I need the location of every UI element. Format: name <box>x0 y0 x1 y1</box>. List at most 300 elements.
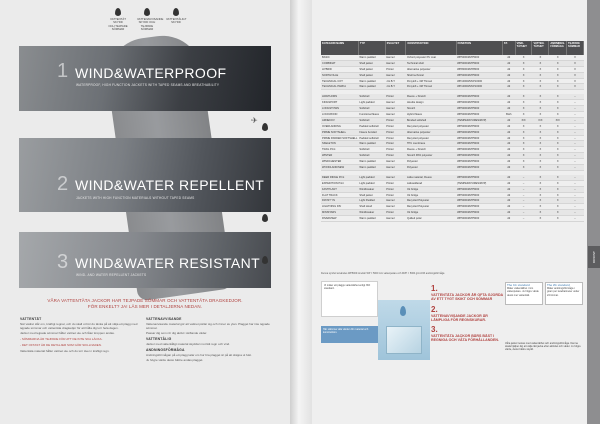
table-cell: X <box>549 66 567 72</box>
table-cell: X <box>549 129 567 135</box>
table-cell: Warm padded <box>358 84 385 90</box>
table-cell: 2d <box>502 84 515 90</box>
table-cell: X <box>549 78 567 84</box>
section-tab: JACKOR <box>588 246 600 268</box>
table-cell: WP5000/MVP5000 <box>456 135 502 141</box>
table-cell: WP5000/MVP5000 <box>456 198 502 204</box>
table-cell: (TEMPERATURES/MVP) <box>456 180 502 186</box>
table-cell: – <box>515 204 532 210</box>
left-page <box>0 0 290 424</box>
table-cell: Ok bridge <box>406 186 456 192</box>
table-cell: X <box>515 141 532 147</box>
column-heading: VATTENTÅLIG <box>146 337 172 342</box>
table-cell: Printer <box>385 66 406 72</box>
table-cell: WP8000/MVP8000 <box>456 66 502 72</box>
table-cell: Hannel <box>385 100 406 106</box>
band-number: 1 <box>57 60 69 82</box>
column-header: TYP <box>358 41 385 55</box>
table-cell: X <box>549 141 567 147</box>
table-cell: 2d <box>502 159 515 165</box>
table-cell: X <box>515 159 532 165</box>
table-cell: RIVERVIEW <box>321 216 358 222</box>
table-cell: X <box>515 84 532 90</box>
table-cell: 2d <box>502 117 515 123</box>
table-cell: – <box>567 204 584 210</box>
table-cell: Shell jacket <box>358 72 385 78</box>
table-cell: X <box>515 72 532 78</box>
table-cell: WP5000/MVP5000 <box>456 216 502 222</box>
band-subtitle: JACKETS WITH HIGH FUNCTION MATERIALS WITHOUT TAPED SEAMS <box>76 196 195 200</box>
table-cell: Hannel <box>385 198 406 204</box>
table-cell: Warm padded <box>358 165 385 171</box>
table-cell: Ponyloft + 3M Thinsul <box>406 84 456 90</box>
table-cell: X <box>532 94 549 99</box>
legend-item-2: VATTENAVVISANDE SKYDD OCH TEJPADE SÖMMAR <box>137 8 157 32</box>
fabric-block-graphic <box>386 326 422 354</box>
table-cell: Hannel <box>385 159 406 165</box>
table-cell: 2d <box>502 198 515 204</box>
table-cell: WP10000/MVP10000 <box>456 84 502 90</box>
table-cell: X <box>515 112 532 118</box>
table-cell: Printer <box>385 141 406 147</box>
table-cell: Stretch <box>406 106 456 112</box>
table-cell: X <box>549 153 567 159</box>
table-cell: Printer <box>385 94 406 99</box>
step-item: 1. VATTENTÄTA JACKOR ÄR OFTA GJORDA AV ETT TYGT SKIKT OCH SÖMMAR <box>431 284 504 302</box>
table-cell: X/X <box>549 117 567 123</box>
table-cell: WP5000/MVP5000 <box>456 72 502 78</box>
band-number: 2 <box>57 173 69 195</box>
table-cell: X <box>549 198 567 204</box>
table-cell: X <box>549 192 567 198</box>
table-cell: WP5000/MVP5000 <box>456 94 502 99</box>
column-header: FUNKTION <box>456 41 502 55</box>
body-text: Jackor med vattentåligt material skyddar mot lätt regn och vind. <box>146 341 231 346</box>
table-cell: – <box>567 210 584 216</box>
table-cell: X <box>532 147 549 153</box>
table-header-row <box>321 41 584 55</box>
water-drop-icon <box>400 306 406 316</box>
table-cell: Light padded <box>358 100 385 106</box>
table-cell: FLAT TRACK <box>321 192 358 198</box>
table-cell: – <box>567 141 584 147</box>
table-cell: X <box>515 100 532 106</box>
table-cell: Printer <box>385 210 406 216</box>
table-cell: X <box>532 84 549 90</box>
table-cell: X <box>532 165 549 171</box>
table-cell: TRAIL Print <box>321 147 358 153</box>
table-cell: COMBINAT <box>321 60 358 66</box>
table-cell: X <box>549 135 567 141</box>
table-cell: Hoodie design <box>406 100 456 106</box>
table-cell: 2d <box>502 180 515 186</box>
water-drop-icon <box>262 214 269 223</box>
table-cell: X <box>532 129 549 135</box>
table-cell: Shell Hood <box>358 204 385 210</box>
category-band-water-resistant <box>19 232 271 288</box>
standards-description: Våra jackor testas med vattentäthet och andningsförmåga. Denna skala hjälper dig att välja rätt jacka efter aktivitet och väder. Ju högre värde, desto bättre skydd. <box>505 342 581 352</box>
table-cell: X <box>549 112 567 118</box>
table-cell: Softshell <box>358 147 385 153</box>
table-cell: WP5000/MVP5000 <box>456 129 502 135</box>
table-cell: X <box>515 135 532 141</box>
table-cell: X <box>515 165 532 171</box>
table-cell: Shell jacket <box>358 66 385 72</box>
table-cell: Shell jacket <box>358 192 385 198</box>
highlight-text: - DET OFTAST ÄR DE DETALJER SOM GÖR SKILLNADEN. <box>20 342 102 347</box>
table-cell: X <box>549 84 567 90</box>
table-cell: X <box>549 165 567 171</box>
table-cell: (TEMPERATURES/MVP) <box>456 117 502 123</box>
table-cell: 2d <box>502 165 515 171</box>
table-cell: – <box>567 180 584 186</box>
table-cell: Functional fleece <box>358 112 385 118</box>
table-cell: Hannel <box>385 175 406 180</box>
table-cell: WP10000/MVP10000 <box>456 78 502 84</box>
table-cell: X/X <box>515 117 532 123</box>
table-cell: Ponyloft + 3M Thinsul <box>406 78 456 84</box>
table-cell: Alternative polyester <box>406 66 456 72</box>
legend-item-3: VATTENTÅLIGT SKYDD <box>166 8 186 32</box>
table-cell: 2d <box>502 210 515 216</box>
column-header: VIND-TÄTHET <box>515 41 532 55</box>
column-heading: VATTENAVVISANDE <box>146 317 182 321</box>
table-cell: Warm padded <box>358 55 385 60</box>
band-title: WIND&WATERPROOF <box>75 65 227 81</box>
table-cell: WINTER <box>321 153 358 159</box>
water-drop-icon <box>262 123 269 132</box>
table-cell: Printer <box>385 192 406 198</box>
table-cell: Padded softshell <box>358 123 385 129</box>
table-cell: X <box>515 94 532 99</box>
table-cell: TECHNICAL COT <box>321 78 358 84</box>
table-cell: X <box>532 180 549 186</box>
table-cell: X <box>532 72 549 78</box>
table-cell: X <box>567 66 584 72</box>
table-cell: WP5000/MVP5000 <box>456 165 502 171</box>
table-cell: X <box>515 106 532 112</box>
airplane-icon: ✈ <box>251 116 258 125</box>
table-cell: – <box>567 153 584 159</box>
table-cell: – <box>515 175 532 180</box>
table-footnote: Denna symbol användes WP5000 innebär WP = 5000 mm vattenpelare och MVP = 5000 g/m²/24h andningsförmåga <box>321 272 445 275</box>
standard-note-box: Här stämmer alla värden för material och konstruktion. <box>321 326 378 343</box>
table-cell: Fleece + Stretch <box>406 94 456 99</box>
table-cell: J.H.B.T. <box>385 84 406 90</box>
column-header: VATTEN-TÄTHET <box>532 41 549 55</box>
table-cell: X <box>549 100 567 106</box>
table-cell: Quilted polar <box>406 216 456 222</box>
table-cell: Bonded softshell <box>406 117 456 123</box>
table-cell: Polyester <box>406 159 456 165</box>
table-cell: PRIME SOFTSHELL <box>321 129 358 135</box>
table-cell: WP5000/MVP5000 <box>456 175 502 180</box>
table-cell: – <box>567 186 584 192</box>
band-subtitle: WATERPROOF, HIGH FUNCTION JACKETS WITH TAPED SEAMS AND BREATHABILITY <box>76 83 220 87</box>
table-cell: X <box>515 66 532 72</box>
table-cell: WP5000/MVP5000 <box>456 147 502 153</box>
body-text: Ju högre värde desto bättre andas plagget. <box>146 358 204 363</box>
table-cell: Padded softshell <box>358 135 385 141</box>
table-cell: LONGSTOWN <box>321 106 358 112</box>
waterproof-legend <box>108 8 186 32</box>
table-cell: – <box>567 175 584 180</box>
table-cell: Ok bridge <box>406 192 456 198</box>
table-cell: HYBRID <box>321 66 358 72</box>
table-cell: Printer <box>385 117 406 123</box>
table-cell: ARNEKOV <box>321 117 358 123</box>
table-cell: – <box>567 106 584 112</box>
table-cell: 2d <box>502 216 515 222</box>
table-cell: LOCKWOOD <box>321 112 358 118</box>
table-cell: Alternative polyester <box>406 129 456 135</box>
band-title: WIND&WATER RESISTANT <box>75 255 261 271</box>
table-cell: 2d <box>502 135 515 141</box>
table-cell: – <box>515 210 532 216</box>
table-cell: Printer <box>385 186 406 192</box>
table-cell: NORTHVILLE <box>321 72 358 78</box>
table-cell: WP5000/MVP5000 <box>456 112 502 118</box>
table-cell: – <box>515 216 532 222</box>
table-cell: X <box>532 78 549 84</box>
water-repellent-drop-icon <box>144 8 150 16</box>
table-cell: PRIME PADDED SOFTSHELL <box>322 136 358 140</box>
table-cell: Recycled polyester <box>406 123 456 129</box>
table-cell: Warm padded <box>358 216 385 222</box>
table-cell: Printer <box>385 153 406 159</box>
table-cell: 2d <box>502 147 515 153</box>
table-cell: HAWTHORN <box>321 94 358 99</box>
table-cell: – <box>567 117 584 123</box>
table-cell: Printer <box>385 135 406 141</box>
table-cell: Hannel <box>385 60 406 66</box>
standards-boxes <box>505 282 583 305</box>
table-cell: X <box>532 216 549 222</box>
table-cell: X <box>549 147 567 153</box>
table-cell: Light padded <box>358 175 385 180</box>
table-cell: Hannel <box>385 165 406 171</box>
table-cell: X <box>549 159 567 165</box>
table-cell: Technical shell <box>406 60 456 66</box>
column-header: KATEGORI NAMN <box>321 41 358 55</box>
highlight-text: - SÖMMARNA ÄR TEJPADE FÖR ATT DE INTE SKA LÄCKA. <box>20 337 103 342</box>
table-cell: WP5000/MVP5000 <box>456 141 502 147</box>
standard-info-box: Vi mäter ett plaggs vattentäthet enligt ISO standard. <box>321 281 378 317</box>
steps-list <box>431 285 504 347</box>
table-cell: X <box>532 159 549 165</box>
table-cell: Softshell <box>358 153 385 159</box>
table-cell: X <box>549 60 567 66</box>
step-item: 2. VATTENAVVISANDE JACKOR ÄR LÄMPLIGA FÖR REGNSKURAR. <box>431 304 488 322</box>
table-cell: 2d <box>502 186 515 192</box>
table-cell: MINISTARS <box>321 210 358 216</box>
table-cell: WP5000/MVP5000 <box>456 123 502 129</box>
table-cell: X <box>532 100 549 106</box>
table-cell: X <box>515 78 532 84</box>
table-cell: 2d <box>502 66 515 72</box>
table-cell: Light padded <box>358 180 385 186</box>
legend-item-1: VATTENTÄT SKYDD OCH TEJPADE SÖMMAR <box>108 8 128 32</box>
table-cell: WP5000/MVP5000 <box>456 60 502 66</box>
body-text: Vattentäta material håller vattnet ute och du torr även i kraftigt regn. <box>20 348 110 353</box>
table-cell: WP5000/MVP5000 <box>456 210 502 216</box>
table-cell: Hannel <box>385 112 406 118</box>
table-cell: Hannel <box>385 216 406 222</box>
table-cell: – <box>567 147 584 153</box>
table-cell: X <box>515 55 532 60</box>
table-cell: WP5000/MVP5000 <box>456 204 502 210</box>
table-cell: Hannel <box>385 72 406 78</box>
table-cell: Softshell <box>358 117 385 123</box>
body-text: Jackor med tejpade sömmar håller vattnet ute och låter kroppen andas. <box>20 331 115 336</box>
table-cell: X <box>567 55 584 60</box>
table-cell: WP5000/MVP5000 <box>456 192 502 198</box>
table-cell: X <box>532 204 549 210</box>
water-resistant-drop-icon <box>173 8 179 16</box>
table-cell: WINDCHESTER <box>321 159 358 165</box>
text-column-waterproof <box>20 318 138 356</box>
table-cell: X <box>532 153 549 159</box>
table-cell: Hannel <box>385 106 406 112</box>
table-cell: X <box>515 147 532 153</box>
table-cell: 2d <box>502 72 515 78</box>
table-cell: DEER RIDGE Print <box>321 175 358 180</box>
table-cell: X <box>567 72 584 78</box>
table-cell: X <box>567 78 584 84</box>
table-cell: Lätta material, Fleece <box>406 175 456 180</box>
table-cell: X <box>549 180 567 186</box>
table-cell: Recycled Polyester <box>406 204 456 210</box>
body-text: När vädret slår om, kraftigt regnar, och du skall ut bör du tänka på att välja ett plagg med tejpade sömmar och vattentäta dragkedjor för att hålla dig torr hela dagen. <box>20 321 138 330</box>
column-header: ANDNINGS-FÖRMÅGA <box>549 41 567 55</box>
table-cell: X <box>532 135 549 141</box>
table-cell: 2d <box>502 106 515 112</box>
table-cell: Shell jacket <box>358 60 385 66</box>
body-text: Andningsförmågan på ett plagg talar om hur bra plagget är på att släppa ut fukt. <box>146 352 252 357</box>
column-header: KVALITET <box>385 41 406 55</box>
band-number: 3 <box>57 251 69 273</box>
table-cell: – <box>515 180 532 186</box>
table-cell: – <box>567 123 584 129</box>
table-cell: FASTPLANT <box>321 186 358 192</box>
table-cell: X <box>532 198 549 204</box>
table-cell: LIGHTNING DIV <box>321 204 358 210</box>
table-cell: WP5000/MVP5000 <box>456 159 502 165</box>
waterproof-drop-icon <box>115 8 121 16</box>
table-cell: TPU membrane <box>406 141 456 147</box>
table-cell: – <box>567 94 584 99</box>
body-text: Passar dig som rör dig aktivt i skiftande väder. <box>146 331 208 336</box>
body-text: Vattenavvisande material gör att vattnet pärlar sig och rinner av ytan. Plagget har inte tejpade sömmar. <box>146 321 270 330</box>
right-page <box>312 0 587 424</box>
table-cell: – <box>567 100 584 106</box>
table-cell: Light Padded <box>358 198 385 204</box>
headline-statement: VÅRA VATTENTÄTA JACKOR HAR TEJPADE SÖMMAR OCH VATTENTÄTA DRAGKEDJOR. FÖR ENKELT? JA! LÄS MER I DETALJERNA NEDAN. <box>47 298 243 309</box>
column-header: KONSTRUKTION <box>406 41 456 55</box>
page-gutter <box>290 0 312 424</box>
table-cell: WOODLAND/NEW <box>321 165 358 171</box>
table-cell: Hybrid fleece <box>406 112 456 118</box>
table-cell: 2d <box>502 129 515 135</box>
table-cell: X <box>549 72 567 78</box>
table-cell: – <box>567 216 584 222</box>
table-cell: Windbreaker <box>358 210 385 216</box>
table-cell: Recycled Polyester <box>406 198 456 204</box>
table-cell: Warm padded <box>358 159 385 165</box>
table-cell: 2d <box>502 123 515 129</box>
column-header: ST. <box>502 41 515 55</box>
table-cell: 2d <box>502 55 515 60</box>
table-cell: X <box>532 175 549 180</box>
category-band-waterproof <box>19 46 271 111</box>
standard-box-2g: The 2G standard Mäter andningsförmåga i gram per kvadratmeter under 24 timmar. <box>545 282 583 305</box>
table-cell: 2d <box>502 60 515 66</box>
water-test-illustration <box>378 300 430 360</box>
table-cell: X <box>515 129 532 135</box>
table-cell: X <box>549 210 567 216</box>
table-cell: Shell technical <box>406 72 456 78</box>
page-edge <box>587 0 600 424</box>
table-cell: WP5000/MVP5000 <box>456 153 502 159</box>
band-subtitle: WIND- AND WATER REPELLENT JACKETS <box>76 273 147 277</box>
table-cell: KINGSPORT <box>321 100 358 106</box>
table-cell: – <box>567 192 584 198</box>
table-cell: X <box>549 186 567 192</box>
table-cell: Softshell <box>358 106 385 112</box>
table-cell: X <box>532 66 549 72</box>
table-cell: SKELETON <box>321 141 358 147</box>
table-cell: X <box>532 210 549 216</box>
table-cell: Printer <box>385 147 406 153</box>
table-cell: EXPEDITION Print <box>321 180 358 186</box>
table-cell: X/X <box>532 117 549 123</box>
table-cell: Warm padded <box>358 141 385 147</box>
table-cell: X <box>532 123 549 129</box>
table-cell: X <box>567 60 584 66</box>
table-cell: 2d <box>502 100 515 106</box>
table-cell: 2d <box>502 141 515 147</box>
table-cell: – <box>567 198 584 204</box>
table-cell: 2d <box>502 78 515 84</box>
table-cell: Hannel <box>385 55 406 60</box>
table-cell: X <box>532 141 549 147</box>
column-heading: VATTENTÄT <box>20 317 42 321</box>
table-cell: X <box>549 123 567 129</box>
table-cell: X <box>515 153 532 159</box>
table-cell: Recycled polyester <box>406 135 456 141</box>
table-cell: X <box>532 112 549 118</box>
column-heading: ANDNINGSFÖRMÅGA <box>146 347 185 352</box>
table-cell: Printer <box>385 129 406 135</box>
table-cell: Printer <box>385 123 406 129</box>
table-cell: X <box>549 216 567 222</box>
table-cell: X <box>549 204 567 210</box>
table-cell: X <box>532 186 549 192</box>
water-drop-icon <box>262 256 269 265</box>
table-cell: 2d <box>502 175 515 180</box>
step-item: 3. VATTENTÄTA JACKOR BÄRS BÄST I REGNIGA OCH VÅTA FÖRHÅLLANDEN. <box>431 325 499 343</box>
table-cell: – <box>567 165 584 171</box>
jacket-spec-table <box>321 41 584 222</box>
table-cell: X <box>567 84 584 90</box>
table-cell: Printer <box>385 180 406 186</box>
table-cell: Polyester <box>406 165 456 171</box>
category-band-water-repellent <box>19 138 271 212</box>
table-cell: TECHNICAL PARKA <box>321 84 358 90</box>
table-cell: Windbreaker <box>358 186 385 192</box>
table-cell: Ok bridge <box>406 210 456 216</box>
table-cell: Fleece bonded <box>358 129 385 135</box>
